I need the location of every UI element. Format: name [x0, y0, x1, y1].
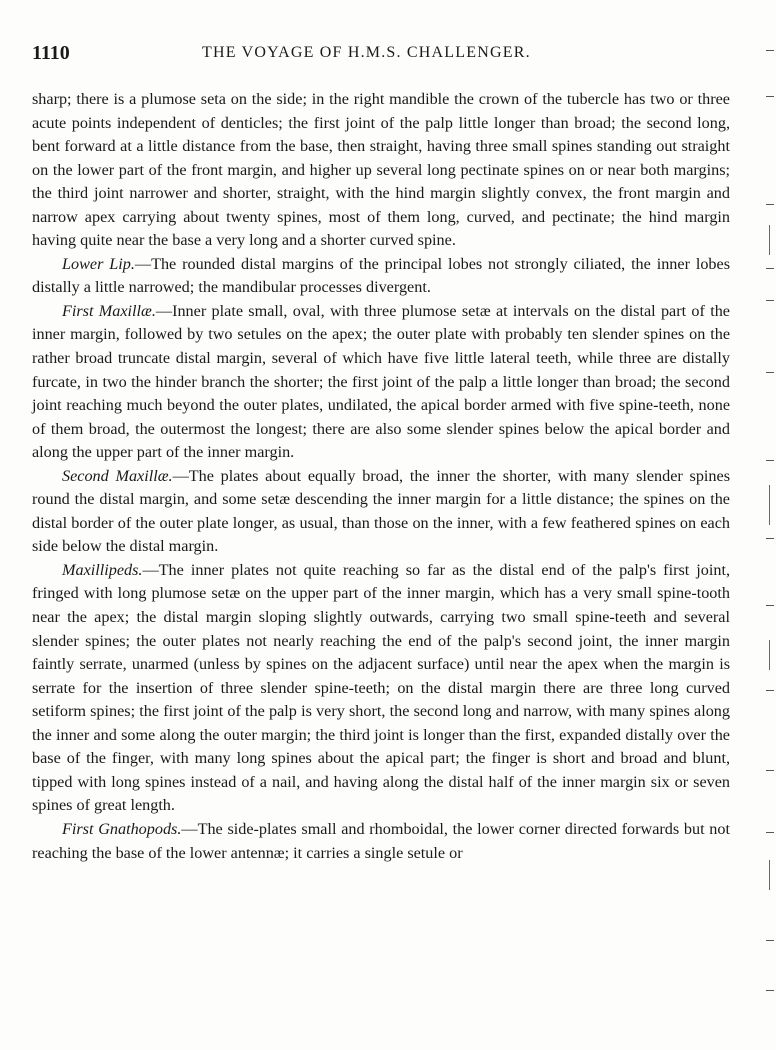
paragraph-text: —The side-plates small and rhomboidal, the lower corner directed forwards but not reaching the base of the lower antennæ; it carries a single setule or [32, 819, 730, 862]
section-heading-maxillipeds: Maxillipeds. [62, 560, 143, 579]
edge-tick [766, 372, 774, 373]
edge-tick [766, 460, 774, 461]
paragraph-first-gnathopods [32, 818, 730, 865]
running-title: THE VOYAGE OF H.M.S. CHALLENGER. [202, 44, 531, 61]
edge-tick [766, 770, 774, 771]
section-heading-lower-lip: Lower Lip. [62, 254, 135, 273]
paragraph-lower-lip [32, 253, 730, 300]
edge-line [769, 225, 770, 255]
body-text [32, 88, 730, 865]
page-number: 1110 [32, 42, 70, 64]
section-heading-first-maxillae: First Maxillæ. [62, 301, 156, 320]
section-heading-first-gnathopods: First Gnathopods. [62, 819, 182, 838]
edge-tick [766, 300, 774, 301]
edge-line [769, 860, 770, 890]
scan-edge-marks [762, 0, 776, 1050]
paragraph-text: —The plates about equally broad, the inner the shorter, with many slender spines round the distal margin, and some setæ descending the inner margin for a little distance; the spines on the distal border of the outer plate longer, as usual, than those on the inner, with a few feathered spines on each side below the distal margin. [32, 466, 731, 556]
edge-tick [766, 690, 774, 691]
edge-tick [766, 50, 774, 51]
paragraph-text: —The rounded distal margins of the principal lobes not strongly ciliated, the inner lobes distally a little narrowed; the mandibular processes divergent. [32, 254, 730, 297]
paragraph-text: —Inner plate small, oval, with three plumose setæ at intervals on the distal part of the inner margin, followed by two setules on the apex; the outer plate with probably ten slender spines on the rather broad truncate distal margin, several of which have five little lateral teeth, while three are distally furcate, in two the hinder branch the shorter; the first joint of the palp a little longer than broad; the second joint reaching much beyond the outer plates, undilated, the apical border armed with five spine-teeth, none of them broad, the outermost the longest; there are also some slender spines below the apical border and along the upper part of the inner margin. [32, 301, 730, 462]
paragraph-maxillipeds [32, 559, 730, 818]
edge-tick [766, 605, 774, 606]
paragraph-text: sharp; there is a plumose seta on the side; in the right mandible the crown of the tubercle has two or three acute points independent of denticles; the first joint of the palp little longer than broad; the second long, bent forward at a little distance from the base, then straight, having three small spines standing out straight on the lower part of the front margin, and higher up several long pectinate spines on or near both margins; the third joint narrower and shorter, straight, with the hind margin slightly convex, the front margin and narrow apex carrying about twenty spines, most of them long, curved, and pectinate; the hind margin having quite near the base a very long and a shorter curved spine. [32, 90, 730, 250]
edge-tick [766, 990, 774, 991]
paragraph-first-maxillae [32, 300, 730, 465]
paragraph-text: —The inner plates not quite reaching so far as the distal end of the palp's first joint, fringed with long plumose setæ on the upper part of the inner margin, which has a very small spine-tooth near the apex; the distal margin sloping slightly outwards, carrying two small spine-teeth and several slender spines; the outer plates not nearly reaching the end of the palp's second joint, the inner margin faintly serrate, unarmed (unless by spines on the adjacent surface) until near the apex when the margin is serrate for the insertion of three slender spine-teeth; on the distal margin there are three long curved setiform spines; the first joint of the palp is very short, the second long and narrow, with many spines along the inner and some along the outer margin; the third joint is longer than the first, expanded distally over the base of the finger, with many long spines about the apical part; the finger is short and broad and blunt, tipped with long spines instead of a nail, and having along the distal half of the inner margin six or seven spines of great length. [32, 560, 730, 815]
page-header [32, 42, 732, 72]
edge-tick [766, 538, 774, 539]
edge-tick [766, 940, 774, 941]
edge-tick [766, 832, 774, 833]
edge-line [769, 485, 770, 525]
edge-tick [766, 204, 774, 205]
edge-tick [766, 96, 774, 97]
edge-line [769, 640, 770, 670]
paragraph-mandible-continued [32, 88, 730, 253]
paragraph-second-maxillae [32, 465, 730, 559]
section-heading-second-maxillae: Second Maxillæ. [62, 466, 173, 485]
edge-tick [766, 268, 774, 269]
